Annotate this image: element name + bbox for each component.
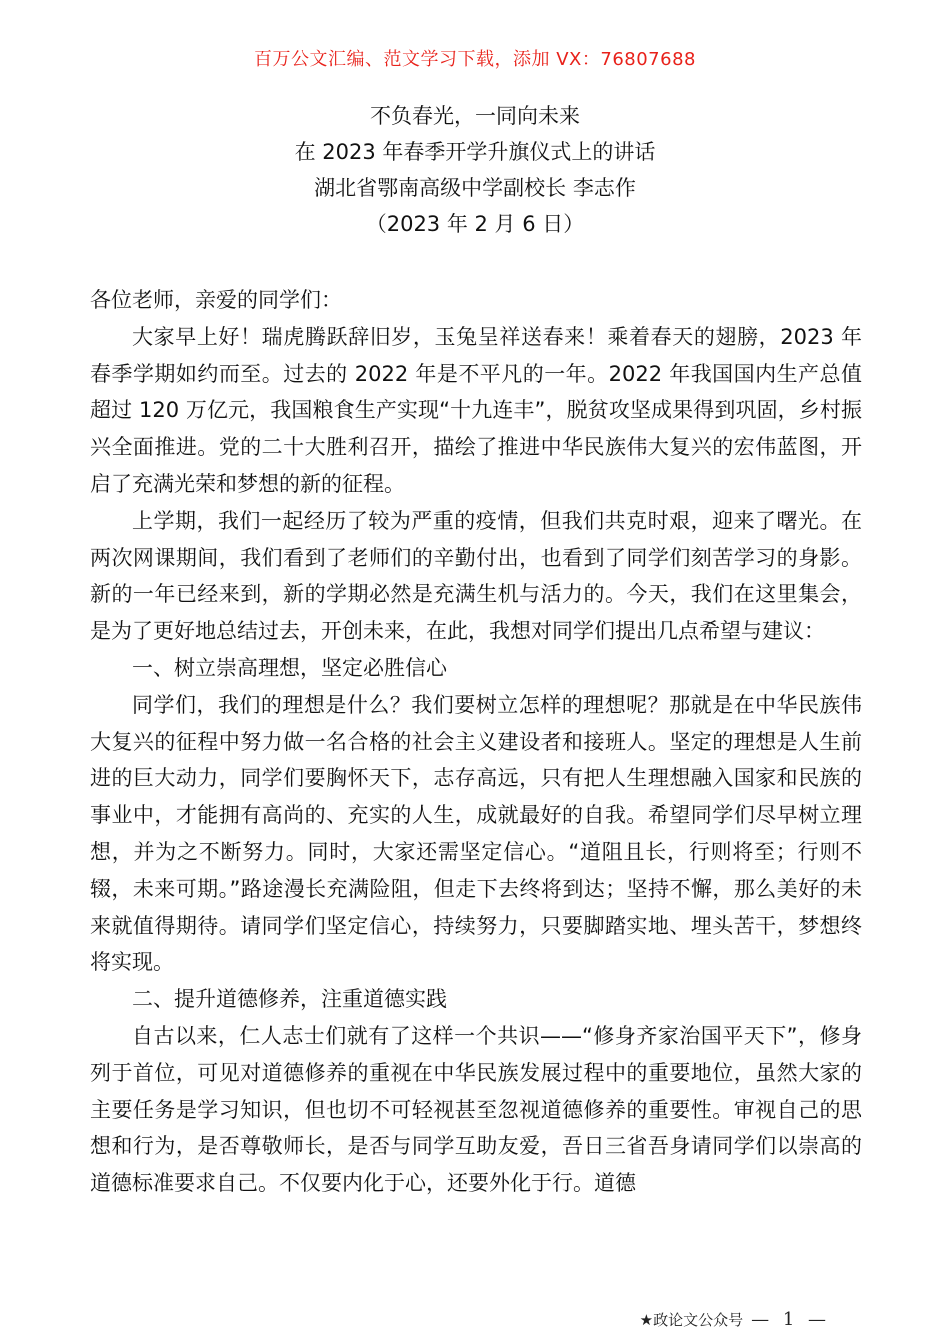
- section-heading-2: 二、提升道德修养，注重道德实践: [132, 987, 447, 1012]
- speech-title: 不负春光，一同向未来: [370, 104, 580, 128]
- speaker-line: 湖北省鄂南高级中学副校长 李志作: [314, 176, 636, 200]
- page-number: — 1 —: [751, 1309, 830, 1330]
- header-banner: 百万公文汇编、范文学习下载，添加 VX：76807688: [254, 49, 696, 70]
- paragraph-greeting: 大家早上好！瑞虎腾跃辞旧岁，玉兔呈祥送春来！乘着春天的翅膀，2023 年春季学期如约而至。过去的 2022 年是不平凡的一年。2022 年我国国内生产总值超过 120 万亿元，我国粮食生产实现“十九连丰”，脱贫攻坚成果得到巩固，乡村振兴全面推进。党的二十大胜利召开，描绘了推进中华民族伟大复兴的宏伟蓝图，开启了充满光荣和梦想的新的征程。: [90, 324, 862, 496]
- salutation: 各位老师，亲爱的同学们：: [90, 288, 342, 312]
- page-footer: [640, 1308, 830, 1332]
- section-heading-1: 一、树立崇高理想，坚定必胜信心: [132, 655, 447, 680]
- title-block: [0, 98, 950, 242]
- footer-source: ★政论文公众号: [639, 1311, 744, 1329]
- paragraph-ideals: 同学们，我们的理想是什么？我们要树立怎样的理想呢？那就是在中华民族伟大复兴的征程中努力做一名合格的社会主义建设者和接班人。坚定的理想是人生前进的巨大动力，同学们要胸怀天下，志存高远，只有把人生理想融入国家和民族的事业中，才能拥有高尚的、充实的人生，成就最好的自我。希望同学们尽早树立理想，并为之不断努力。同时，大家还需坚定信心。“道阻且长，行则将至；行则不辍，未来可期。”路途漫长充满险阻，但走下去终将到达；坚持不懈，那么美好的未来就值得期待。请同学们坚定信心，持续努力，只要脚踏实地、埋头苦干，梦想终将实现。: [90, 692, 862, 975]
- speech-date: （2023 年 2 月 6 日）: [365, 212, 585, 236]
- speech-occasion: 在 2023 年春季开学升旗仪式上的讲话: [294, 140, 656, 164]
- paragraph-last-semester: 上学期，我们一起经历了较为严重的疫情，但我们共克时艰，迎来了曙光。在两次网课期间，我们看到了老师们的辛勤付出，也看到了同学们刻苦学习的身影。新的一年已经来到，新的学期必然是充满生机与活力的。今天，我们在这里集会，是为了更好地总结过去，开创未来，在此，我想对同学们提出几点希望与建议：: [90, 508, 862, 644]
- paragraph-morality: 自古以来，仁人志士们就有了这样一个共识——“修身齐家治国平天下”，修身列于首位，可见对道德修养的重视在中华民族发展过程中的重要地位，虽然大家的主要任务是学习知识，但也切不可轻视甚至忽视道德修养的重要性。审视自己的思想和行为，是否尊敬师长，是否与同学互助友爱，吾日三省吾身请同学们以崇高的道德标准要求自己。不仅要内化于心，还要外化于行。道德: [90, 1023, 862, 1196]
- speech-body: [90, 282, 862, 1202]
